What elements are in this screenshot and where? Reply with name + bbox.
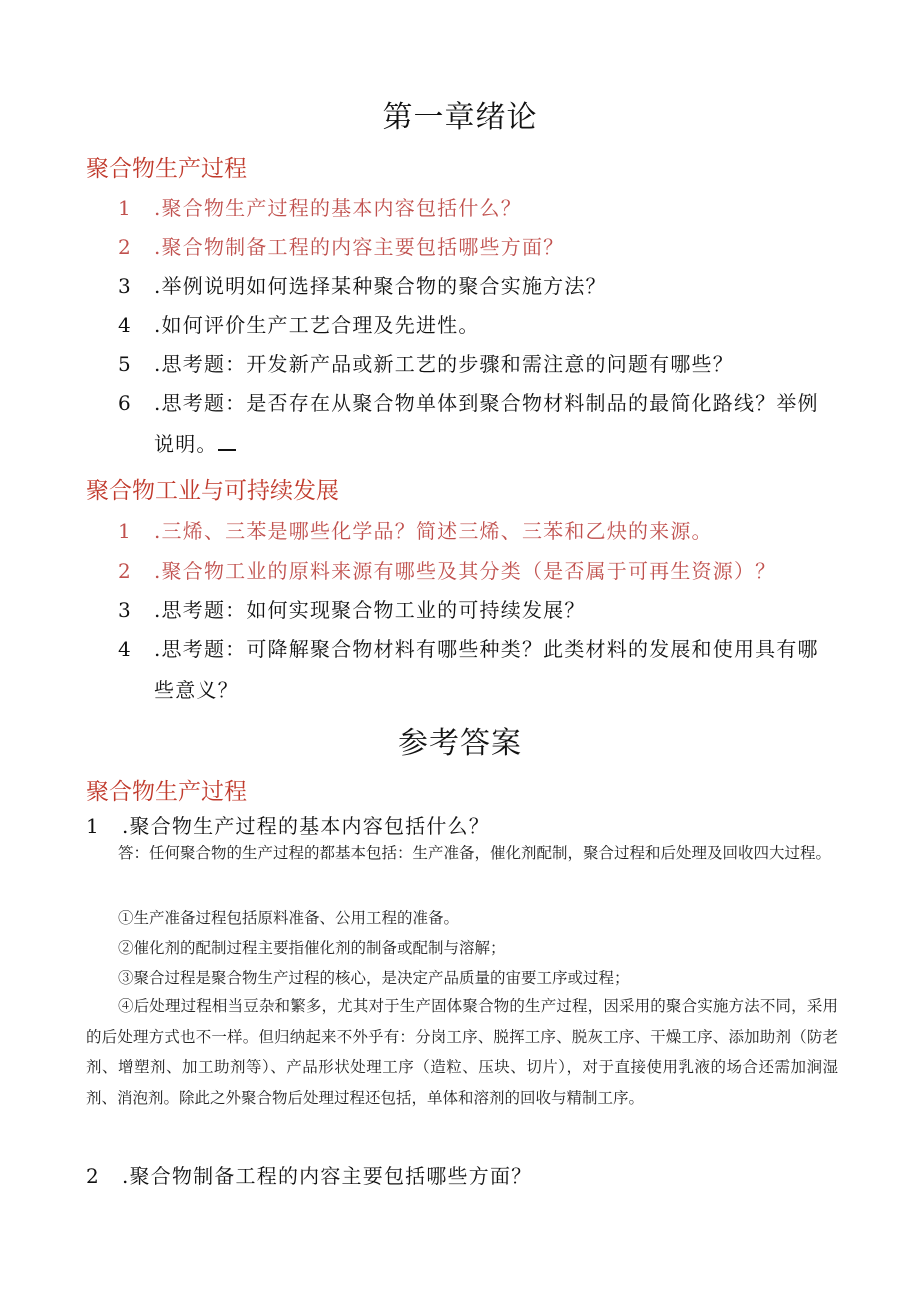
question-text: .思考题：如何实现聚合物工业的可持续发展？ [154, 598, 586, 622]
question-item [118, 594, 858, 623]
continuation-text: 说明。 [154, 432, 218, 456]
question-number: 2 [118, 559, 132, 583]
question-item [118, 515, 858, 544]
question-number: 2 [118, 235, 132, 259]
question-text: .思考题：开发新产品或新工艺的步骤和需注意的问题有哪些？ [154, 352, 734, 376]
question-item [118, 555, 858, 584]
question-number: 2 [86, 1164, 100, 1188]
question-number: 1 [86, 814, 100, 838]
answer-item: ③聚合过程是聚合物生产过程的核心，是决定产品质量的宙要工序或过程； [118, 969, 630, 987]
question-item [118, 192, 858, 221]
chapter-title: 第一章绪论 [382, 100, 538, 135]
question-number: 5 [118, 352, 132, 376]
answer-question [86, 810, 490, 839]
question-item [118, 231, 858, 260]
question-number: 1 [118, 519, 132, 543]
question-continuation: 些意义？ [154, 678, 239, 702]
answer-intro: 答：任何聚合物的生产过程的都基本包括：生产准备，催化剂配制，聚合过程和后处理及回收四大过程。 [118, 844, 832, 862]
answers-section-heading: 聚合物生产过程 [86, 779, 247, 805]
question-item [118, 387, 858, 416]
question-text: .三烯、三苯是哪些化学品？简述三烯、三苯和乙炔的来源。 [154, 519, 713, 543]
question-text: .聚合物生产过程的基本内容包括什么？ [154, 196, 522, 220]
question-number: 1 [118, 196, 132, 220]
question-number: 3 [118, 274, 132, 298]
question-text: .思考题：是否存在从聚合物单体到聚合物材料制品的最简化路线？举例 [154, 391, 819, 415]
answers-title: 参考答案 [398, 726, 522, 761]
question-number: 6 [118, 391, 132, 415]
question-text: .举例说明如何选择某种聚合物的聚合实施方法？ [154, 274, 607, 298]
section-heading-production: 聚合物生产过程 [86, 156, 247, 182]
question-item [118, 270, 858, 299]
question-item [118, 348, 858, 377]
question-number: 4 [118, 313, 132, 337]
question-continuation [154, 428, 236, 457]
question-text: .思考题：可降解聚合物材料有哪些种类？此类材料的发展和使用具有哪 [154, 637, 819, 661]
question-text: .聚合物制备工程的内容主要包括哪些方面？ [122, 1164, 533, 1188]
answer-item: ①生产准备过程包括原料准备、公用工程的准备。 [118, 909, 460, 927]
question-text: .如何评价生产工艺合理及先进性。 [154, 313, 480, 337]
underline-mark [218, 431, 236, 451]
question-text: .聚合物制备工程的内容主要包括哪些方面？ [154, 235, 565, 259]
question-item [118, 309, 858, 338]
answer-question [86, 1160, 532, 1189]
question-text: .聚合物生产过程的基本内容包括什么？ [122, 814, 490, 838]
question-number: 4 [118, 637, 132, 661]
answer-item-long: ④后处理过程相当豆杂和繁多，尤其对于生产固体聚合物的生产过程，因采用的聚合实施方法不同，采用的后处理方式也不一样。但归纳起来不外乎有：分岗工序、脱挥工序、脱灰工序、干燥工序、添加助剂（防老剂、增塑剂、加工助剂等）、产品形状处理工序（造粒、压块、切片），对于直接使用乳液的场合还需加涧湿剂、消泡剂。除此之外聚合物后处理过程还包括，单体和溶剂的回收与精制工序。 [86, 997, 838, 1107]
section-heading-sustainability: 聚合物工业与可持续发展 [86, 478, 339, 504]
question-number: 3 [118, 598, 132, 622]
question-item [118, 633, 858, 662]
question-text: .聚合物工业的原料来源有哪些及其分类（是否属于可再生资源）？ [154, 559, 777, 583]
answer-item: ②催化剂的配制过程主要指催化剂的制备或配制与溶解； [118, 939, 506, 957]
